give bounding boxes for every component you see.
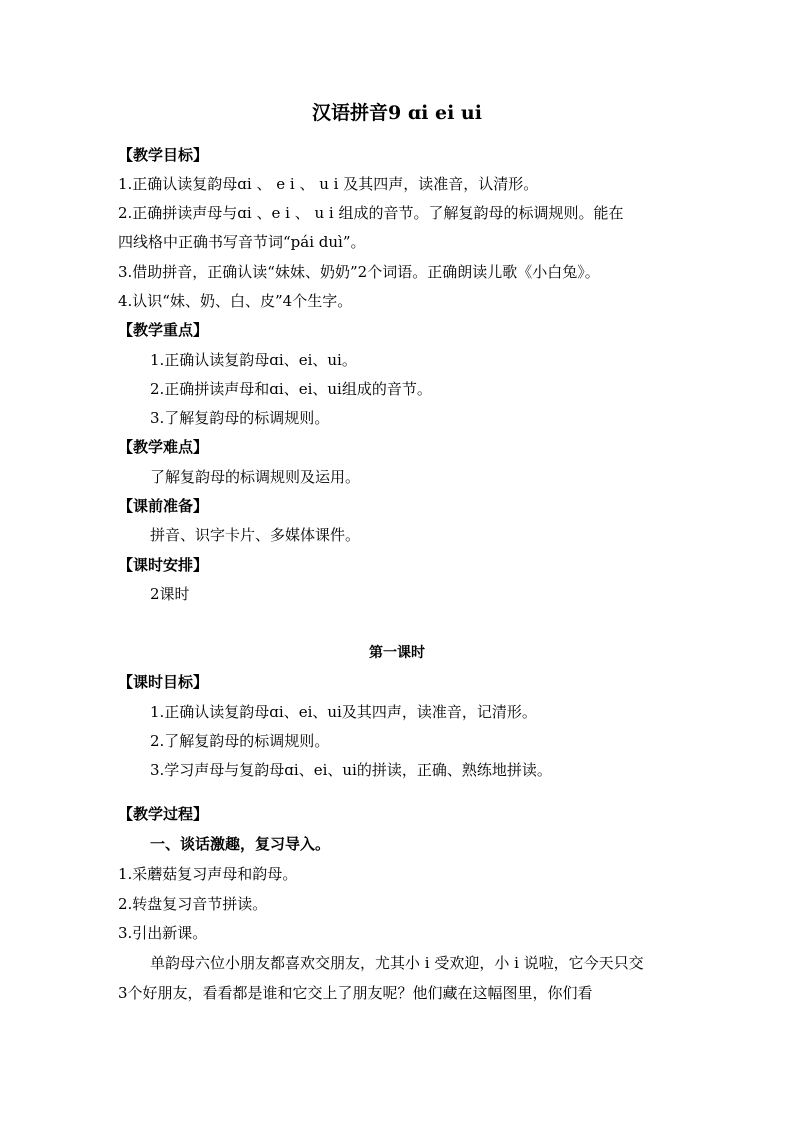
preparation-text: 拼音、识字卡片、多媒体课件。 [150, 526, 361, 544]
process-step-2: 2.转盘复习音节拼读。 [118, 895, 268, 913]
process-paragraph-line-1: 单韵母六位小朋友都喜欢交朋友，尤其小 i 受欢迎，小 i 说啦，它今天只交 [150, 954, 644, 972]
lesson-goals-heading: 【课时目标】 [118, 673, 209, 691]
goal-item-4: 4.认识“妹、奶、白、皮”4个生字。 [118, 292, 353, 310]
difficulties-heading: 【教学难点】 [118, 438, 209, 456]
key-points-heading: 【教学重点】 [118, 321, 209, 339]
schedule-text: 2课时 [150, 585, 190, 603]
preparation-heading: 【课前准备】 [118, 497, 209, 515]
key-point-1: 1.正确认读复韵母ɑi、ei、ui。 [150, 351, 357, 369]
process-paragraph-line-2: 3个好朋友，看看都是谁和它交上了朋友呢？他们藏在这幅图里，你们看 [118, 984, 593, 1002]
goal-item-2: 2.正确拼读声母与ɑi 、e i 、 u i 组成的音节。了解复韵母的标调规则。能在 [118, 204, 624, 222]
key-point-3: 3.了解复韵母的标调规则。 [150, 409, 330, 427]
goal-item-3: 3.借助拼音，正确认读“妹妹、奶奶”2个词语。正确朗读儿歌《小白兔》。 [118, 263, 600, 281]
lesson-goal-2: 2.了解复韵母的标调规则。 [150, 732, 330, 750]
goals-heading: 【教学目标】 [118, 146, 209, 164]
key-point-2: 2.正确拼读声母和ɑi、ei、ui组成的音节。 [150, 380, 432, 398]
difficulties-text: 了解复韵母的标调规则及运用。 [150, 468, 361, 486]
process-heading: 【教学过程】 [118, 805, 209, 823]
lesson-goal-3: 3.学习声母与复韵母ɑi、ei、ui的拼读，正确、熟练地拼读。 [150, 761, 552, 779]
page-title: 汉语拼音9 ɑi ei ui [312, 102, 482, 124]
lesson-title: 第一课时 [369, 645, 425, 661]
schedule-heading: 【课时安排】 [118, 556, 209, 574]
lesson-goal-1: 1.正确认读复韵母ɑi、ei、ui及其四声，读准音，记清形。 [150, 703, 537, 721]
process-step-3: 3.引出新课。 [118, 924, 208, 942]
process-section-1: 一、谈话激趣，复习导入。 [150, 835, 331, 853]
process-step-1: 1.采蘑菇复习声母和韵母。 [118, 865, 298, 883]
goal-item-2-cont: 四线格中正确书写音节词“pái duì”。 [118, 233, 366, 251]
goal-item-1: 1.正确认读复韵母ɑi 、 e i 、 u i 及其四声，读准音，认清形。 [118, 175, 539, 193]
